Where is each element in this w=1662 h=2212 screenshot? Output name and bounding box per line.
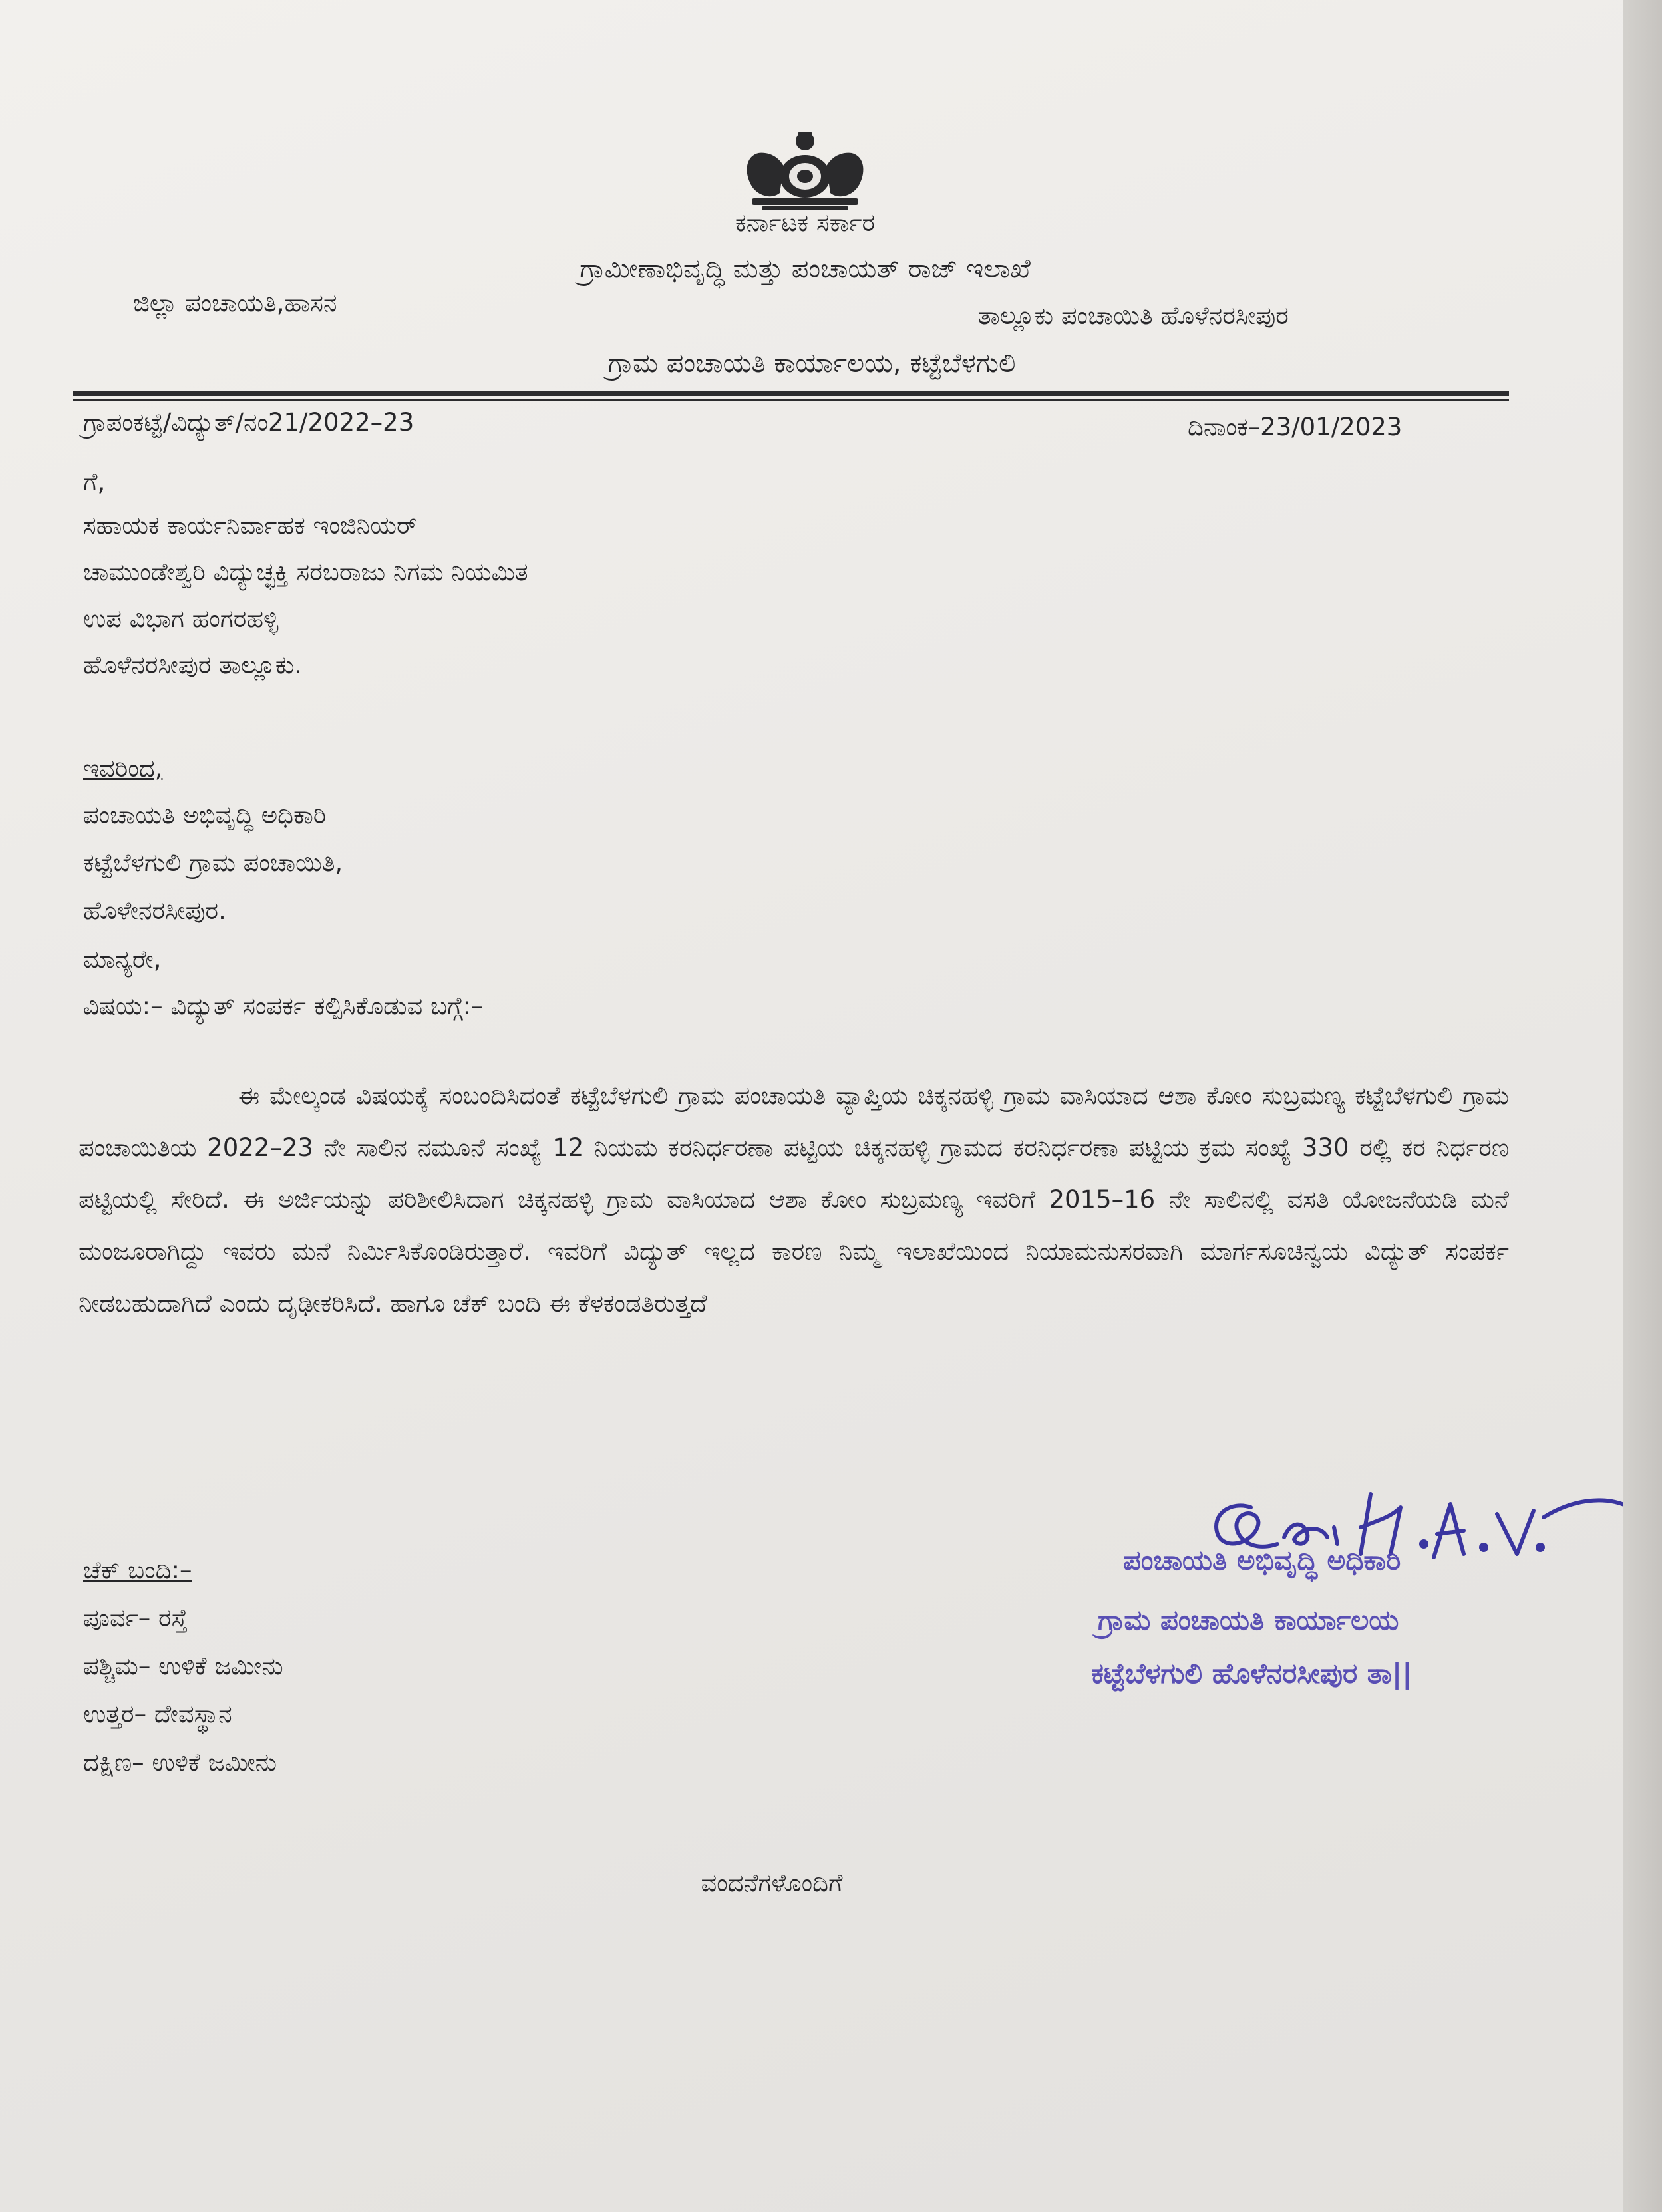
from-line: ಪಂಚಾಯತಿ ಅಭಿವೃದ್ಧಿ ಅಧಿಕಾರಿ — [83, 801, 327, 829]
stamp-line: ಪಂಚಾಯತಿ ಅಭಿವೃದ್ಧಿ ಅಧಿಕಾರಿ — [1123, 1544, 1401, 1576]
karnataka-emblem-icon — [732, 126, 878, 213]
government-title: ಕರ್ನಾಟಕ ಸರ್ಕಾರ — [735, 208, 876, 237]
boundary-item: ಪೂರ್ವ– ರಸ್ತೆ — [83, 1604, 188, 1632]
underlying-paper-edge — [1623, 0, 1662, 2212]
stamp-line: ಗ್ರಾಮ ಪಂಚಾಯತಿ ಕಾರ್ಯಾಲಯ — [1098, 1604, 1399, 1636]
to-line: ಸಹಾಯಕ ಕಾರ್ಯನಿರ್ವಾಹಕ ಇಂಜಿನಿಯರ್ — [83, 511, 418, 540]
boundary-item: ಉತ್ತರ– ದೇವಸ್ಥಾನ — [83, 1700, 232, 1728]
closing: ವಂದನೆಗಳೊಂದಿಗೆ — [701, 1869, 843, 1897]
office-name: ಗ್ರಾಮ ಪಂಚಾಯತಿ ಕಾರ್ಯಾಲಯ, ಕಟ್ಟೆಬೆಳಗುಲಿ — [607, 348, 1016, 379]
to-line: ಹೊಳೆನರಸೀಪುರ ತಾಲ್ಲೂಕು. — [83, 651, 303, 679]
to-line: ಉಪ ವಿಭಾಗ ಹಂಗರಹಳ್ಳಿ — [83, 604, 279, 633]
from-line: ಕಟ್ಟೆಬೆಳಗುಲಿ ಗ್ರಾಮ ಪಂಚಾಯಿತಿ, — [83, 848, 343, 877]
stamp-line: ಕಟ್ಟೆಬೆಳಗುಲಿ ಹೊಳೆನರಸೀಪುರ ತಾ|| — [1091, 1657, 1413, 1690]
from-line: ಹೊಳೇನರಸೀಪುರ. — [83, 896, 226, 925]
to-salutation: ಗೆ, — [83, 468, 106, 496]
taluk-panchayat: ತಾಲ್ಲೂಕು ಪಂಚಾಯಿತಿ ಹೊಳೆನರಸೀಪುರ — [978, 301, 1289, 330]
department-title: ಗ್ರಾಮೀಣಾಭಿವೃದ್ಧಿ ಮತ್ತು ಪಂಚಾಯತ್ ರಾಜ್ ಇಲಾಖೆ — [580, 254, 1031, 284]
letter-date: ದಿನಾಂಕ–23/01/2023 — [1188, 413, 1403, 441]
header-rule-thin — [73, 399, 1509, 401]
to-line: ಚಾಮುಂಡೇಶ್ವರಿ ವಿದ್ಯುಚ್ಛಕ್ತಿ ಸರಬರಾಜು ನಿಗಮ ನಿಯಮಿತ — [83, 558, 528, 586]
boundary-item: ಪಶ್ಚಿಮ– ಉಳಿಕೆ ಜಮೀನು — [83, 1652, 283, 1680]
greeting: ಮಾನ್ಯರೇ, — [83, 945, 162, 974]
body-paragraph: ಈ ಮೇಲ್ಕಂಡ ವಿಷಯಕ್ಕೆ ಸಂಬಂದಿಸಿದಂತೆ ಕಟ್ಟೆಬೆಳಗುಲಿ ಗ್ರಾಮ ಪಂಚಾಯತಿ ವ್ಯಾಪ್ತಿಯ ಚಿಕ್ಕನಹಳ್ಳಿ ಗ್ರಾಮ ವಾಸಿಯಾದ ಆಶಾ ಕೋಂ ಸುಬ್ರಮಣ್ಯ ಕಟ್ಟೆಬೆಳಗುಲಿ ಗ್ರಾಮ ಪಂಚಾಯಿತಿಯ 2022–23 ನೇ ಸಾಲಿನ ನಮೂನೆ ಸಂಖ್ಯೆ 12 ನಿಯಮ ಕರನಿರ್ಧರಣಾ ಪಟ್ಟಿಯ ಚಿಕ್ಕನಹಳ್ಳಿ ಗ್ರಾಮದ ಕರನಿರ್ಧರಣಾ ಪಟ್ಟಿಯ ಕ್ರಮ ಸಂಖ್ಯೆ 330 ರಲ್ಲಿ ಕರ ನಿರ್ಧರಣ ಪಟ್ಟಿಯಲ್ಲಿ ಸೇರಿದೆ. ಈ ಅರ್ಜಿಯನ್ನು ಪರಿಶೀಲಿಸಿದಾಗ ಚಿಕ್ಕನಹಳ್ಳಿ ಗ್ರಾಮ ವಾಸಿಯಾದ ಆಶಾ ಕೋಂ ಸುಬ್ರಮಣ್ಯ ಇವರಿಗೆ 2015–16 ನೇ ಸಾಲಿನಲ್ಲಿ ವಸತಿ ಯೋಜನೆಯಡಿ ಮನೆ ಮಂಜೂರಾಗಿದ್ದು ಇವರು ಮನೆ ನಿರ್ಮಿಸಿಕೊಂಡಿರುತ್ತಾರೆ. ಇವರಿಗೆ ವಿದ್ಯುತ್ ಇಲ್ಲದ ಕಾರಣ ನಿಮ್ಮ ಇಲಾಖೆಯಿಂದ ನಿಯಾಮನುಸರವಾಗಿ ಮಾರ್ಗಸೂಚಿನ್ವಯ ವಿದ್ಯುತ್ ಸಂಪರ್ಕ ನೀಡಬಹುದಾಗಿದೆ ಎಂದು ದೃಢೀಕರಿಸಿದೆ. ಹಾಗೂ ಚೆಕ್ ಬಂದಿ ಈ ಕೆಳಕಂಡತಿರುತ್ತದೆ — [79, 1081, 1509, 1318]
header-rule — [73, 391, 1509, 396]
boundaries-heading: ಚೆಕ್ ಬಂದಿ:– — [83, 1556, 192, 1584]
district-panchayat: ಜಿಲ್ಲಾ ಪಂಚಾಯತಿ,ಹಾಸನ — [133, 289, 337, 317]
boundary-item: ದಕ್ಷಿಣ– ಉಳಿಕೆ ಜಮೀನು — [83, 1748, 277, 1777]
reference-number: ಗ್ರಾಪಂಕಟ್ಟೆ/ವಿದ್ಯುತ್/ನಂ21/2022–23 — [83, 408, 415, 437]
from-heading: ಇವರಿಂದ, — [83, 754, 163, 783]
subject-line: ವಿಷಯ:– ವಿದ್ಯುತ್ ಸಂಪರ್ಕ ಕಲ್ಪಿಸಿಕೊಡುವ ಬಗ್ಗೆ:– — [83, 992, 484, 1020]
